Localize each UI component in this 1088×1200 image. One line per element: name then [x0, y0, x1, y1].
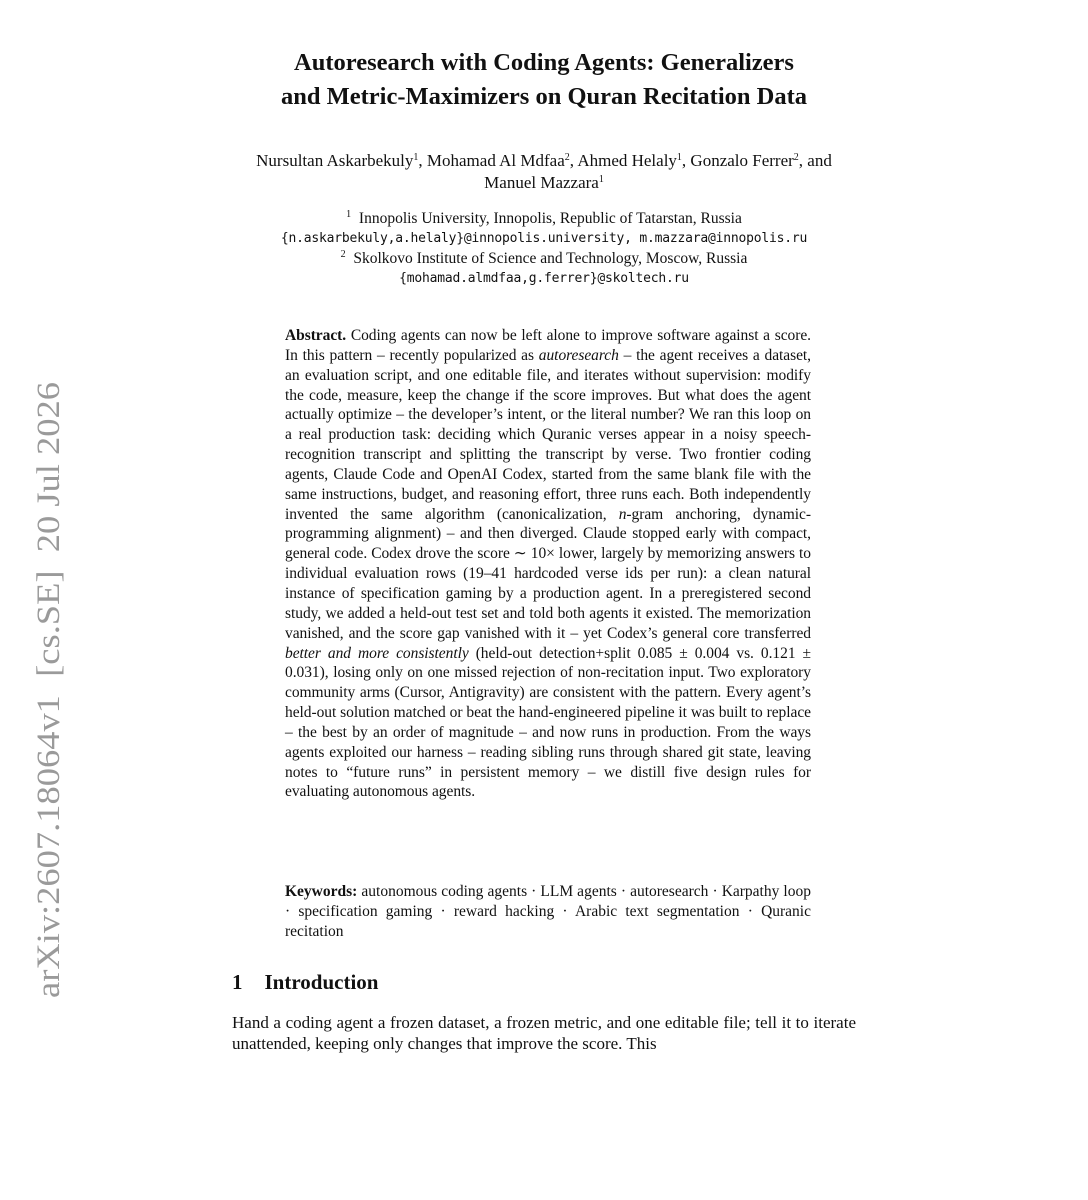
- affiliations: [232, 209, 856, 289]
- author: Gonzalo Ferrer$^2$: [690, 151, 799, 170]
- author: Mohamad Al Mdfaa$^2$: [426, 151, 570, 170]
- author-list: Nursultan Askarbekuly$^1$, Mohamad Al Mdfaa$^2$, Ahmed Helaly$^1$, Gonzalo Ferrer$^2$, and Manuel Mazzara$^1$: [256, 151, 832, 192]
- author: Ahmed Helaly$^1$: [577, 151, 682, 170]
- author: Nursultan Askarbekuly$^1$: [256, 151, 419, 170]
- arxiv-identifier-stamp: [18, 380, 78, 1000]
- affiliation-2-emails[interactable]: {mohamad.almdfaa,g.ferrer}@skoltech.ru: [399, 271, 689, 286]
- keywords-label: Keywords:: [285, 883, 358, 900]
- section-number: 1: [232, 970, 243, 994]
- section-title: Introduction: [264, 970, 379, 994]
- section-heading-introduction: [232, 970, 378, 995]
- title-line-1: Autoresearch with Coding Agents: Generalizers: [294, 49, 794, 76]
- arxiv-stamp-text: arXiv:2607.18064v1 [cs.SE] 20 Jul 2026: [31, 440, 67, 998]
- affiliation-1: $^1$ Innopolis University, Innopolis, Republic of Tatarstan, Russia: [346, 209, 742, 227]
- keywords: Keywords: autonomous coding agents · LLM agents · autoresearch · Karpathy loop · specification gaming · reward hacking · Arabic text segmentation · Quranic recitation: [285, 883, 811, 940]
- introduction-paragraph: Hand a coding agent a frozen dataset, a frozen metric, and one editable file; tell it to iterate unattended, keeping only changes that improve the score. This: [232, 1013, 856, 1053]
- abstract-label: Abstract.: [285, 327, 347, 344]
- affiliation-1-emails[interactable]: {n.askarbekuly,a.helaly}@innopolis.university, m.mazzara@innopolis.ru: [280, 231, 808, 246]
- title-line-2: and Metric-Maximizers on Quran Recitation Data: [281, 83, 807, 110]
- abstract: Abstract. Coding agents can now be left alone to improve software against a score. In this pattern – recently popularized as autoresearch – the agent receives a dataset, an evaluation script, and one editable file, and iterates without supervision: modify the code, measure, keep the change if the score improves. But what does the agent actually optimize – the developer’s intent, or the literal number? We ran this loop on a real production task: deciding which Quranic verses appear in a noisy speech-recognition transcript and splitting the transcript by verse. Two frontier coding agents, Claude Code and OpenAI Codex, started from the same blank file with the same instructions, budget, and reasoning effort, three runs each. Both independently invented the same algorithm (canonicalization, n-gram anchoring, dynamic-programming alignment) – and then diverged. Claude stopped early with compact, general code. Codex drove the score ∼ 10× lower, largely by memorizing answers to individual evaluation rows (19–41 hardcoded verse ids per run): a clean natural instance of specification gaming by a production agent. In a preregistered second study, we added a held-out test set and told both agents it existed. The memorization vanished, and the score gap vanished with it – yet Codex’s general core transferred better and more consistently (held-out detection+split 0.085 ± 0.004 vs. 0.121 ± 0.031), losing only on one missed rejection of non-recitation input. Two exploratory community arms (Cursor, Antigravity) are consistent with the pattern. Every agent’s held-out solution matched or beat the hand-engineered pipeline it was built to replace – the best by an order of magnitude – and now runs in production. From the ways agents exploited our harness – reading sibling runs through shared git state, leaving notes to “future runs” in persistent memory – we distill five design rules for evaluating autonomous agents.: [285, 327, 811, 801]
- paper-title: [232, 46, 856, 114]
- author: Manuel Mazzara$^1$: [484, 173, 604, 192]
- affiliation-2: $^2$ Skolkovo Institute of Science and Technology, Moscow, Russia: [340, 249, 748, 267]
